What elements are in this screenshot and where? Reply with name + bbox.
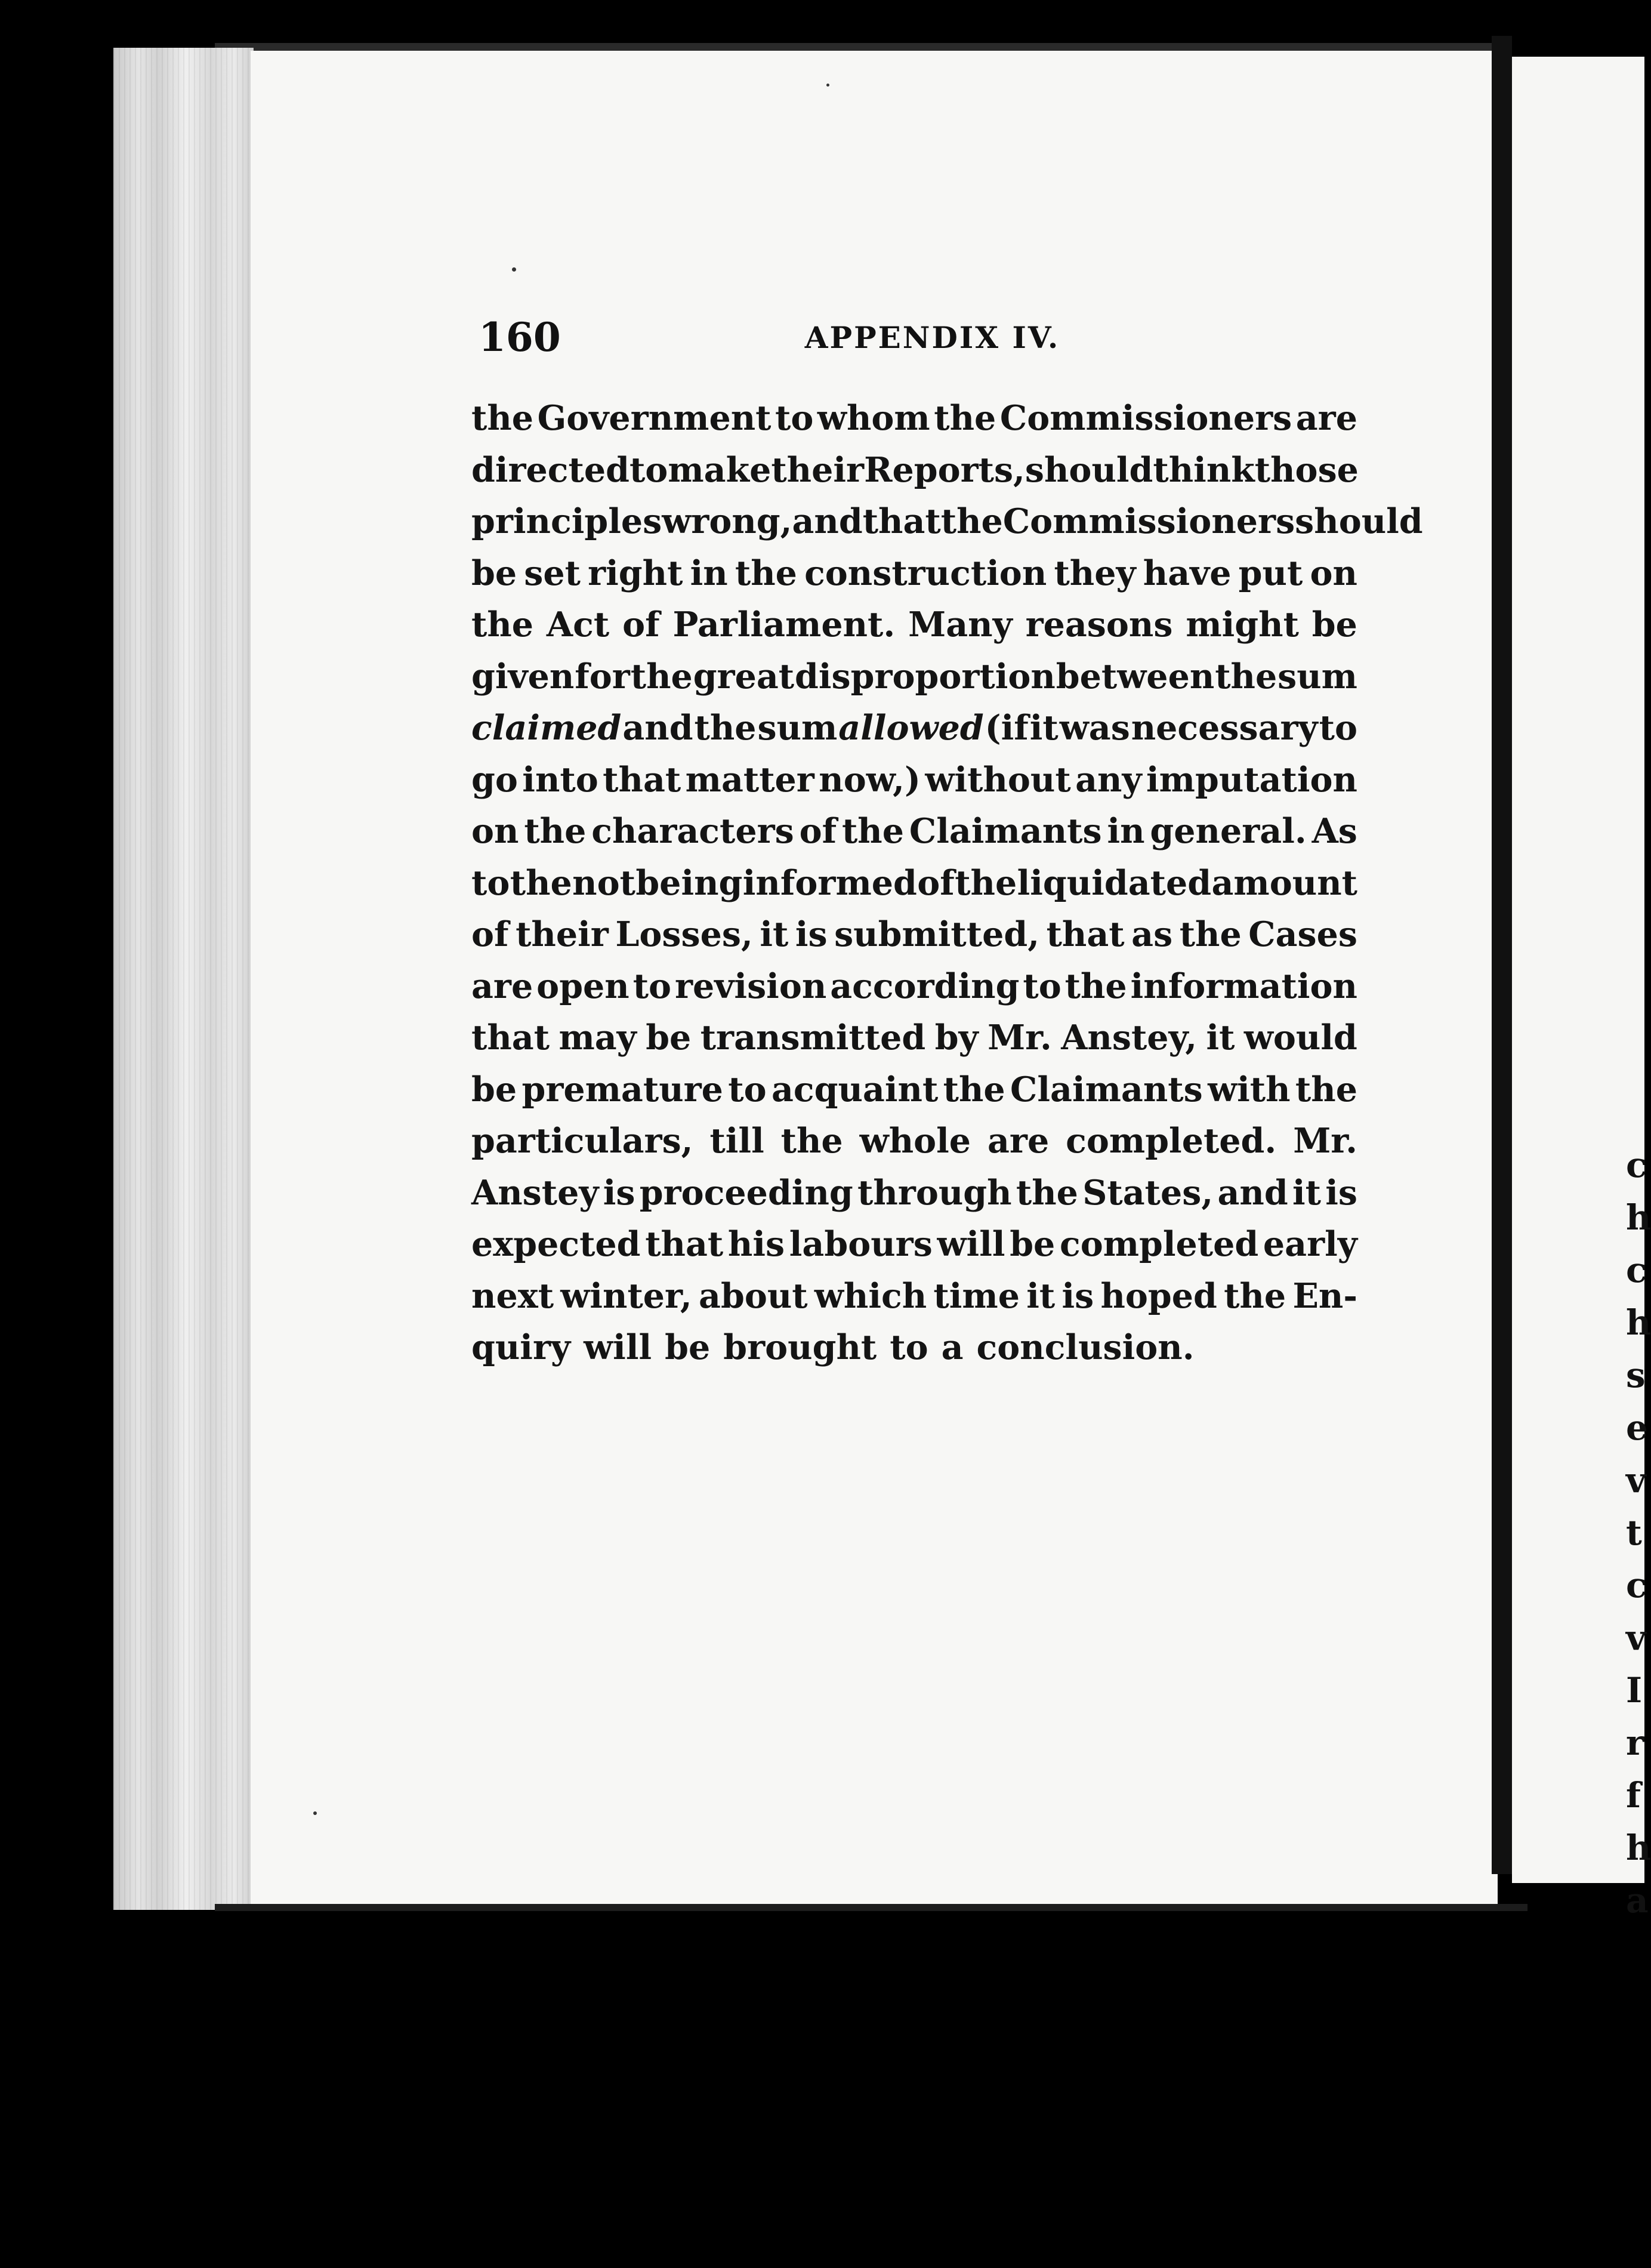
word: Anstey [471, 1172, 599, 1213]
word: the [1215, 656, 1277, 697]
body-paragraph [471, 393, 1423, 1374]
facing-page-letter: e [1626, 1407, 1648, 1448]
word: expected [471, 1224, 641, 1264]
text-line [471, 651, 1357, 703]
word: which [814, 1275, 927, 1316]
word: by [934, 1018, 979, 1058]
word: into [522, 759, 598, 800]
word: the [1179, 914, 1242, 954]
word: the [955, 862, 1017, 903]
word: make [668, 449, 772, 490]
word: should [1295, 501, 1423, 541]
word: principles [471, 501, 662, 541]
word: will [937, 1224, 1005, 1264]
facing-page-letter: I [1626, 1670, 1643, 1711]
word: Cases [1248, 914, 1357, 954]
word: it [1029, 708, 1059, 748]
word: (if [985, 708, 1029, 748]
word: liquidated [1017, 862, 1212, 903]
word: have [1143, 553, 1232, 593]
word: informed [742, 862, 917, 903]
word: characters [591, 811, 794, 851]
word: Mr. [987, 1018, 1052, 1058]
text-line [471, 909, 1357, 961]
word: to [890, 1327, 928, 1367]
text-line [471, 754, 1357, 806]
text-line [471, 806, 1357, 858]
word: allowed [838, 708, 984, 748]
word: Reports, [864, 449, 1025, 490]
word: they [1054, 553, 1136, 593]
word: Claimants [909, 811, 1102, 851]
word: those [1254, 449, 1359, 490]
word: sum [1277, 656, 1357, 697]
word: information [1130, 966, 1357, 1006]
word: acquaint [771, 1069, 939, 1110]
word: directed [471, 449, 629, 490]
text-line [471, 496, 1423, 548]
word: As [1311, 811, 1357, 851]
word: as [1131, 914, 1173, 954]
word: and [1217, 1172, 1288, 1213]
word: his [727, 1224, 785, 1264]
word: to [1023, 966, 1061, 1006]
word: early [1263, 1224, 1357, 1264]
facing-page-letter: h [1626, 1197, 1651, 1238]
word: the [1064, 966, 1127, 1006]
word: with [1208, 1069, 1291, 1110]
word: their [771, 449, 865, 490]
word: about [699, 1275, 808, 1316]
word: the [940, 501, 1003, 541]
word: of [622, 605, 660, 645]
word: it [1206, 1018, 1235, 1058]
word: labours [789, 1224, 933, 1264]
facing-page-letter: v [1626, 1617, 1646, 1658]
word: now,) [819, 759, 921, 800]
word: proceeding [639, 1172, 853, 1213]
word: given [471, 656, 575, 697]
word: winter, [560, 1275, 692, 1316]
facing-page-letter: s [1626, 1355, 1646, 1395]
word: not [572, 862, 635, 903]
word: is [1325, 1172, 1357, 1213]
word: on [1310, 553, 1357, 593]
facing-page-letter: v [1626, 1460, 1646, 1500]
word: to [728, 1069, 767, 1110]
word: will [584, 1327, 652, 1367]
word: revision [675, 966, 827, 1006]
word: should [1024, 449, 1153, 490]
word: the [1016, 1172, 1078, 1213]
word: of [471, 914, 509, 954]
word: be [1311, 605, 1357, 645]
word: the [934, 398, 996, 438]
word: set [524, 553, 581, 593]
word: to [1319, 708, 1357, 748]
word: submitted, [834, 914, 1040, 954]
word: whom [817, 398, 930, 438]
word: may [558, 1018, 637, 1058]
word: transmitted [700, 1018, 926, 1058]
word: it [1292, 1172, 1321, 1213]
word: through [857, 1172, 1012, 1213]
word: open [536, 966, 629, 1006]
facing-page-letter: f [1626, 1775, 1641, 1816]
word: is [795, 914, 828, 954]
word: brought [723, 1327, 877, 1367]
word: completed. [1066, 1121, 1277, 1161]
word: Act [546, 605, 610, 645]
word: whole [859, 1121, 971, 1161]
word: any [1075, 759, 1142, 800]
word: Claimants [1010, 1069, 1203, 1110]
word: En- [1292, 1275, 1357, 1316]
word: particulars, [471, 1121, 693, 1161]
word: would [1243, 1018, 1357, 1058]
word: premature [521, 1069, 723, 1110]
word: be [471, 553, 517, 593]
word: quiry [471, 1327, 571, 1367]
word: general. [1150, 811, 1307, 851]
word: the [943, 1069, 1005, 1110]
word: between [1056, 656, 1215, 697]
facing-page-letter: h [1626, 1828, 1651, 1868]
word: go [471, 759, 518, 800]
word: till [709, 1121, 764, 1161]
ink-speck [826, 84, 829, 87]
word: amount [1211, 862, 1357, 903]
running-head-title: APPENDIX IV. [804, 320, 1060, 355]
word: the [524, 811, 587, 851]
word: their [516, 914, 609, 954]
word: Mr. [1293, 1121, 1357, 1161]
word: the [471, 398, 534, 438]
word: to [632, 966, 672, 1006]
text-line [471, 1115, 1357, 1167]
word: necessary [1131, 708, 1318, 748]
text-line [471, 1167, 1357, 1219]
text-block [471, 310, 1423, 1374]
word: the [1295, 1069, 1357, 1110]
word: Losses, [615, 914, 753, 954]
facing-page-letter: c [1626, 1250, 1647, 1290]
word: Many [908, 605, 1013, 645]
book-gutter [1492, 36, 1512, 1874]
word: of [917, 862, 955, 903]
text-line [471, 1064, 1357, 1116]
word: the [510, 862, 572, 903]
word: right [588, 553, 683, 593]
word: to [775, 398, 814, 438]
ink-speck [512, 267, 516, 272]
page-number: 160 [479, 314, 561, 360]
word: is [1061, 1275, 1094, 1316]
text-line [471, 599, 1357, 651]
word: Parliament. [672, 605, 896, 645]
facing-page-text-fragments [1626, 1139, 1651, 1927]
word: reasons [1025, 605, 1173, 645]
word: are [1295, 398, 1357, 438]
word: might [1186, 605, 1299, 645]
word: are [471, 966, 533, 1006]
word: matter [685, 759, 814, 800]
facing-page-letter: a [1626, 1880, 1649, 1921]
word: be [471, 1069, 517, 1110]
word: it [1026, 1275, 1056, 1316]
facing-page-letter: h [1626, 1302, 1651, 1343]
text-line [471, 1322, 1357, 1374]
word: wrong, [662, 501, 792, 541]
word: the [630, 656, 693, 697]
word: a [941, 1327, 964, 1367]
word: next [471, 1275, 554, 1316]
word: completed [1059, 1224, 1259, 1264]
running-head [471, 310, 1357, 364]
word: and [622, 708, 693, 748]
word: Commissioners [1002, 501, 1295, 541]
text-line [471, 445, 1357, 497]
word: that [862, 501, 941, 541]
book-spine-edge [113, 48, 254, 1910]
text-line [471, 858, 1357, 910]
word: are [987, 1121, 1050, 1161]
word: and [792, 501, 863, 541]
word: to [471, 862, 510, 903]
word: conclusion. [976, 1327, 1195, 1367]
word: the [694, 708, 757, 748]
word: to [629, 449, 668, 490]
word: that [645, 1224, 724, 1264]
word: that [1046, 914, 1125, 954]
word: claimed [471, 708, 622, 748]
word: the [1224, 1275, 1286, 1316]
word: put [1238, 553, 1303, 593]
word: construction [804, 553, 1047, 593]
word: Government [537, 398, 772, 438]
word: great [693, 656, 795, 697]
text-line [471, 1012, 1357, 1064]
word: be [665, 1327, 711, 1367]
facing-page-letter: r [1626, 1722, 1644, 1763]
word: for [575, 656, 630, 697]
word: the [735, 553, 797, 593]
word: hoped [1100, 1275, 1217, 1316]
text-line [471, 393, 1357, 445]
page-bottom-edge [215, 1904, 1527, 1911]
word: States, [1082, 1172, 1214, 1213]
facing-page-letter: c [1626, 1565, 1647, 1606]
word: disproportion [795, 656, 1056, 697]
text-line [471, 1219, 1357, 1271]
word: that [471, 1018, 550, 1058]
word: sum [757, 708, 838, 748]
word: that [603, 759, 681, 800]
facing-page [1512, 57, 1644, 1883]
word: think [1153, 449, 1255, 490]
word: on [471, 811, 519, 851]
word: of [799, 811, 837, 851]
word: without [925, 759, 1071, 800]
word: Anstey, [1061, 1018, 1198, 1058]
text-line [471, 548, 1357, 600]
word: in [690, 553, 728, 593]
word: imputation [1146, 759, 1357, 800]
word: being [635, 862, 743, 903]
word: the [841, 811, 905, 851]
ink-speck [313, 1811, 317, 1815]
text-line [471, 961, 1357, 1013]
facing-page-letter: c [1626, 1145, 1647, 1185]
text-line [471, 702, 1357, 754]
facing-page-letter: t [1626, 1512, 1642, 1553]
word: it [760, 914, 789, 954]
text-line [471, 1271, 1357, 1323]
word: time [933, 1275, 1020, 1316]
word: in [1107, 811, 1145, 851]
word: be [646, 1018, 692, 1058]
word: according [830, 966, 1020, 1006]
word: the [780, 1121, 843, 1161]
word: the [471, 605, 534, 645]
word: was [1059, 708, 1130, 748]
word: Commissioners [999, 398, 1292, 438]
word: be [1010, 1224, 1056, 1264]
word: is [603, 1172, 635, 1213]
